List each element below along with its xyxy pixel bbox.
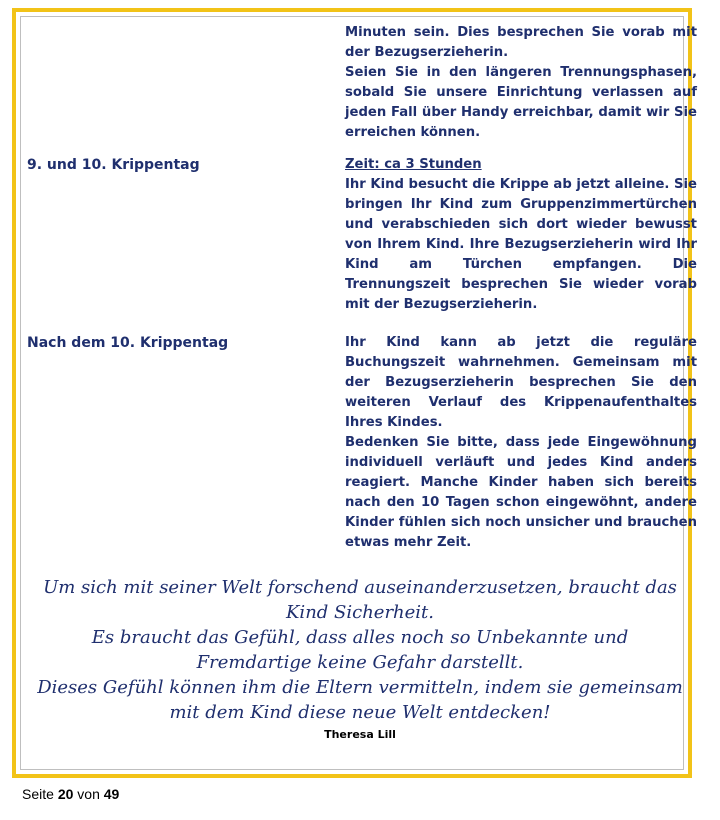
row-heading: Zeit: ca 3 Stunden [345, 157, 482, 172]
footer-middle: von [77, 786, 100, 802]
total-page-count: 49 [103, 786, 120, 802]
paragraph: Bedenken Sie bitte, dass jede Eingewöhnung individuell verläuft und jedes Kind anders reagiert. Manche Kinder haben sich bereits nach den 10 Tagen schon eingewöhnt, andere Kinder fühlen sich noch unsicher und brauchen etwas mehr Zeit. [345, 435, 697, 550]
row-body [345, 333, 697, 553]
row-body [345, 23, 697, 143]
page-footer [22, 786, 119, 802]
quote-line: Um sich mit seiner Welt forschend auseinanderzusetzen, braucht das Kind Sicherheit. [43, 577, 677, 623]
row-label: 9. und 10. Krippentag [27, 157, 200, 173]
row-body [345, 155, 697, 315]
paragraph: Minuten sein. Dies besprechen Sie vorab mit der Bezugserzieherin. [345, 25, 697, 60]
quote-line: Es braucht das Gefühl, dass alles noch so Unbekannte und Fremdartige keine Gefahr darstellt. [91, 627, 629, 673]
paragraph: Ihr Kind kann ab jetzt die reguläre Buchungszeit wahrnehmen. Gemeinsam mit der Bezugserzieherin besprechen Sie den weiteren Verlauf des Krippenaufenthaltes Ihres Kindes. [345, 335, 697, 430]
footer-prefix: Seite [22, 786, 54, 802]
quote-block [0, 575, 720, 743]
row-label: Nach dem 10. Krippentag [27, 335, 229, 351]
quote-author: Theresa Lill [324, 728, 396, 741]
paragraph: Ihr Kind besucht die Krippe ab jetzt alleine. Sie bringen Ihr Kind zum Gruppenzimmertürchen und verabschieden sich dort wieder bewusst von Ihrem Kind. Ihre Bezugserzieherin wird Ihr Kind am Türchen empfangen. Die Trennungszeit besprechen Sie wieder vorab mit der Bezugserzieherin. [345, 177, 697, 312]
paragraph: Seien Sie in den längeren Trennungsphasen, sobald Sie unsere Einrichtung verlassen auf jeden Fall über Handy erreichbar, damit wir Sie erreichen können. [345, 65, 697, 140]
current-page-number: 20 [57, 786, 74, 802]
quote-line: Dieses Gefühl können ihm die Eltern vermitteln, indem sie gemeinsam mit dem Kind diese neue Welt entdecken! [37, 677, 683, 723]
